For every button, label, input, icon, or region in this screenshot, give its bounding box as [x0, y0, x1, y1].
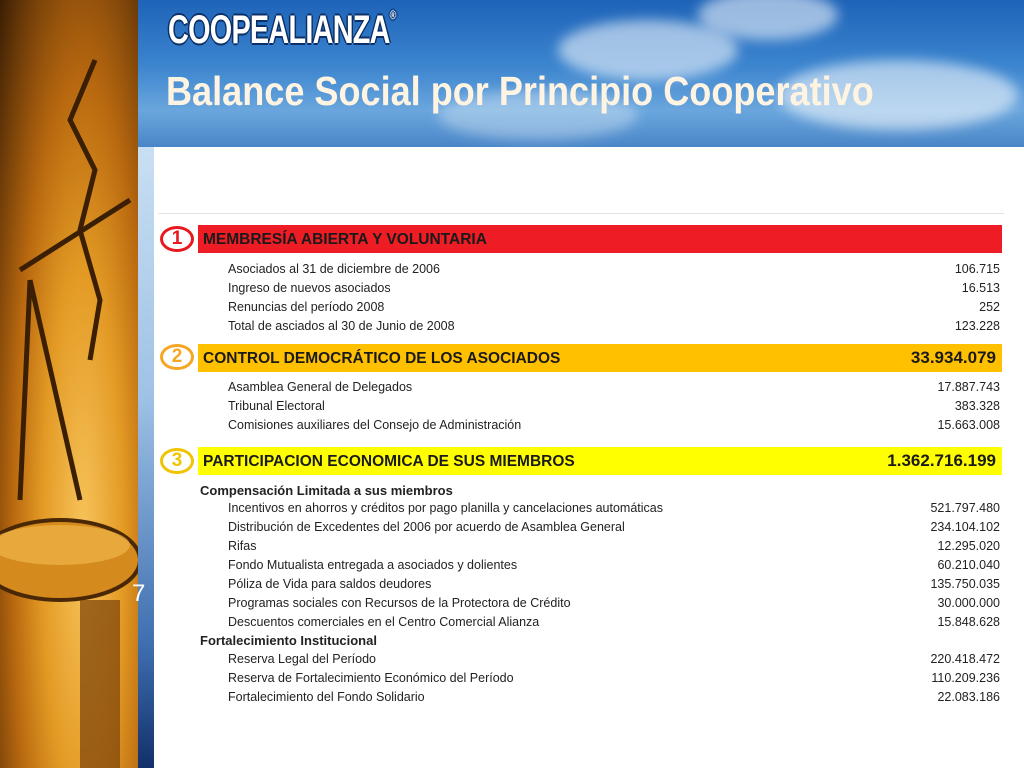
section-header	[198, 225, 1002, 253]
row-label: Asociados al 31 de diciembre de 2006	[228, 262, 440, 276]
section-total: 33.934.079	[910, 348, 996, 367]
table-row	[228, 501, 1000, 520]
row-label: Renuncias del período 2008	[228, 300, 385, 314]
table-row	[228, 281, 1000, 300]
table-row	[228, 539, 1000, 558]
registered-mark: ®	[389, 8, 396, 22]
row-label: Distribución de Excedentes del 2006 por acuerdo de Asamblea General	[228, 520, 625, 534]
row-value: 16.513	[961, 281, 1000, 295]
row-value: 252	[979, 300, 1000, 314]
subsection-title: Compensación Limitada a sus miembros	[200, 483, 453, 498]
row-label: Asamblea General de Delegados	[228, 380, 413, 394]
row-value: 106.715	[954, 262, 1000, 276]
row-value: 135.750.035	[930, 577, 1000, 591]
table-row	[228, 690, 1000, 709]
section-number-badge: 3	[160, 448, 194, 474]
row-value: 17.887.743	[937, 380, 1000, 394]
row-value: 234.104.102	[930, 520, 1000, 534]
section-number-badge: 2	[160, 344, 194, 370]
row-value: 15.848.628	[937, 615, 1000, 629]
row-label: Programas sociales con Recursos de la Protectora de Crédito	[228, 596, 571, 610]
table-row	[228, 671, 1000, 690]
row-label: Reserva Legal del Período	[228, 652, 377, 666]
page-title: Balance Social por Principio Cooperativo	[166, 68, 874, 114]
section-title: PARTICIPACION ECONOMICA DE SUS MIEMBROS	[203, 453, 575, 470]
table-row	[228, 319, 1000, 338]
row-label: Tribunal Electoral	[228, 399, 325, 413]
table-row	[228, 380, 1000, 399]
table-row	[228, 615, 1000, 634]
row-value: 521.797.480	[930, 501, 1000, 515]
row-label: Total de asciados al 30 de Junio de 2008	[228, 319, 455, 333]
subsection-title: Fortalecimiento Institucional	[200, 633, 377, 648]
table-row	[228, 577, 1000, 596]
balance-table	[158, 213, 1004, 713]
row-value: 22.083.186	[937, 690, 1000, 704]
divider	[158, 213, 1004, 214]
table-row	[228, 418, 1000, 437]
table-row	[228, 652, 1000, 671]
row-value: 60.210.040	[937, 558, 1000, 572]
row-label: Descuentos comerciales en el Centro Comercial Alianza	[228, 615, 540, 629]
row-label: Comisiones auxiliares del Consejo de Administración	[228, 418, 522, 432]
section-total: 1.362.716.199	[887, 451, 996, 470]
brand-name: COOPEALIANZA	[168, 8, 390, 52]
section-number-badge: 1	[160, 226, 194, 252]
scale-of-justice-image	[0, 0, 138, 768]
brand-logo	[168, 8, 395, 53]
row-label: Ingreso de nuevos asociados	[228, 281, 391, 295]
table-row	[228, 300, 1000, 319]
row-value: 123.228	[954, 319, 1000, 333]
row-label: Fondo Mutualista entregada a asociados y dolientes	[228, 558, 518, 572]
row-label: Fortalecimiento del Fondo Solidario	[228, 690, 425, 704]
row-value: 15.663.008	[937, 418, 1000, 432]
slide-number: 7	[132, 580, 146, 607]
table-row	[228, 596, 1000, 615]
decorative-strip	[138, 147, 154, 768]
section-title: MEMBRESÍA ABIERTA Y VOLUNTARIA	[203, 231, 487, 248]
row-value: 220.418.472	[930, 652, 1000, 666]
row-label: Póliza de Vida para saldos deudores	[228, 577, 432, 591]
row-value: 383.328	[954, 399, 1000, 413]
row-value: 30.000.000	[937, 596, 1000, 610]
row-value: 12.295.020	[937, 539, 1000, 553]
row-label: Rifas	[228, 539, 257, 553]
table-row	[228, 262, 1000, 281]
section-title: CONTROL DEMOCRÁTICO DE LOS ASOCIADOS	[203, 350, 561, 367]
row-label: Incentivos en ahorros y créditos por pago planilla y cancelaciones automáticas	[228, 501, 663, 515]
row-value: 110.209.236	[931, 671, 1000, 685]
table-row	[228, 558, 1000, 577]
section-header	[198, 344, 1002, 372]
row-label: Reserva de Fortalecimiento Económico del Período	[228, 671, 514, 685]
table-row	[228, 399, 1000, 418]
table-row	[228, 520, 1000, 539]
section-header	[198, 447, 1002, 475]
